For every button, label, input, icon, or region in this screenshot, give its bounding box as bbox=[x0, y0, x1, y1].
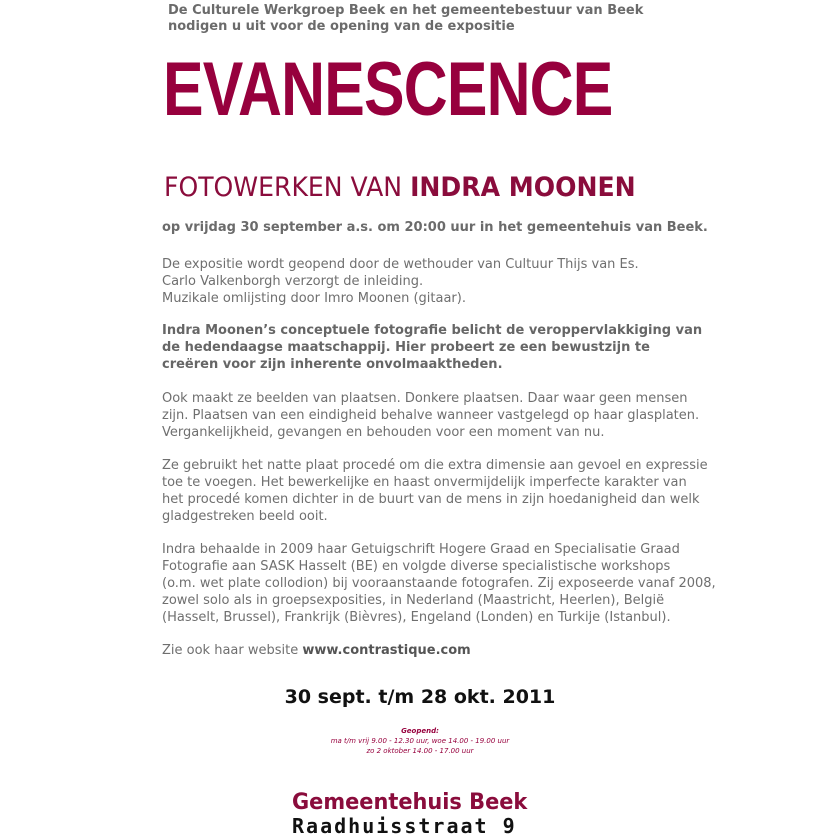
opening-paragraph: De expositie wordt geopend door de wethouder van Cultuur Thijs van Es. Carlo Valkenborgh verzorgt de inleiding. Muzikale omlijsting door Imro Moonen (gitaar). bbox=[162, 257, 639, 306]
opening-hours-sunday: zo 2 oktober 14.00 - 17.00 uur bbox=[366, 747, 474, 755]
venue-name: Gemeentehuis Beek bbox=[292, 790, 528, 815]
opening-hours-weekdays: ma t/m vrij 9.00 - 12.30 uur, woe 14.00 - 19.00 uur bbox=[330, 737, 510, 745]
intro-text: De Culturele Werkgroep Beek en het gemeentebestuur van Beek nodigen u uit voor de opening van de expositie bbox=[168, 3, 644, 34]
subtitle-prefix: FOTOWERKEN VAN bbox=[164, 172, 411, 203]
bio-paragraph: Indra behaalde in 2009 haar Getuigschrift Hogere Graad en Specialisatie Graad Fotografie aan SASK Hasselt (BE) en volgde diverse specialistische workshops (o.m. wet plate collodion) bij vooraanstaande fotografen. Zij exposeerde vanaf 2008, zowel solo als in groepsexposities, in Nederland (Maastricht, Heerlen), België (Hasselt, Brussel), Frankrijk (Bièvres), Engeland (Londen) en Turkije (Istanbul). bbox=[162, 542, 716, 625]
website-prefix: Zie ook haar website bbox=[162, 643, 303, 658]
opening-date-line: op vrijdag 30 september a.s. om 20:00 uur in het gemeentehuis van Beek. bbox=[162, 220, 708, 235]
exhibition-subtitle bbox=[164, 170, 636, 206]
website-link[interactable]: www.contrastique.com bbox=[302, 643, 471, 658]
technique-paragraph: Ze gebruikt het natte plaat procedé om die extra dimensie aan gevoel en expressie toe te voegen. Het bewerkelijke en haast onvermijdelijk imperfecte karakter van het procedé komen dichter in de buurt van de mens in zijn hoedanigheid dan welk gladgestreken beeld ooit. bbox=[162, 458, 708, 524]
opening-hours-header: Geopend: bbox=[401, 727, 439, 735]
places-paragraph: Ook maakt ze beelden van plaatsen. Donkere plaatsen. Daar waar geen mensen zijn. Plaatsen van een eindigheid behalve wanneer vastgelegd op haar glasplaten. Vergankelijkheid, gevangen en behouden voor een moment van nu. bbox=[162, 391, 700, 440]
website-line bbox=[162, 642, 732, 659]
concept-paragraph: Indra Moonen’s conceptuele fotografie belicht de veroppervlakkiging van de hedendaagse maatschappij. Hier probeert ze een bewustzijn te creëren voor zijn inherente onvolmaaktheden. bbox=[162, 323, 703, 372]
exhibition-title: EVANESCENCE bbox=[163, 47, 613, 132]
opening-hours bbox=[0, 726, 840, 756]
exhibition-period: 30 sept. t/m 28 okt. 2011 bbox=[284, 686, 556, 708]
artist-name: INDRA MOONEN bbox=[410, 172, 636, 203]
venue-address: Raadhuisstraat 9 bbox=[292, 814, 517, 838]
